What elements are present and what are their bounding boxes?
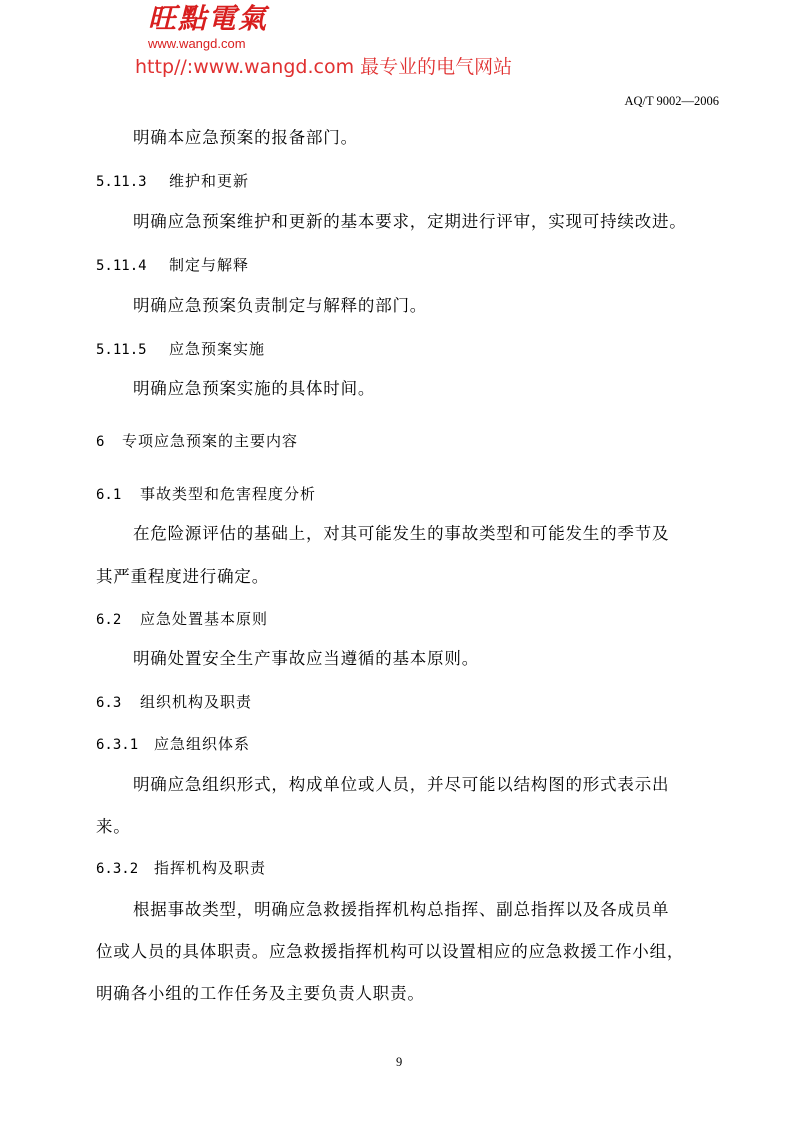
heading-5-11-4 [96,254,249,277]
heading-title: 指挥机构及职责 [154,859,267,877]
heading-5-11-3 [96,170,249,193]
heading-number: 6.2 [96,612,122,628]
paragraph-6-3-1-line-1: 明确应急组织形式，构成单位或人员，并尽可能以结构图的形式表示出 [133,775,670,794]
page-number: 9 [396,1055,403,1069]
heading-title: 维护和更新 [169,172,250,190]
heading-6-3-1 [96,733,250,756]
paragraph-5-11-2: 明确本应急预案的报备部门。 [133,128,358,147]
paragraph-6-1-line-2: 其严重程度进行确定。 [96,567,269,586]
heading-title: 应急预案实施 [169,340,266,358]
heading-6 [96,430,298,453]
heading-5-11-5 [96,338,265,361]
heading-number: 6 [96,434,105,450]
paragraph-6-3-2-line-2: 位或人员的具体职责。应急救援指挥机构可以设置相应的应急救援工作小组， [96,942,685,961]
paragraph-6-3-1-line-2: 来。 [96,817,131,836]
site-logo-url: www.wangd.com [148,36,246,51]
heading-6-3 [96,691,252,714]
heading-title: 专项应急预案的主要内容 [122,432,299,450]
heading-title: 应急处置基本原则 [140,610,269,628]
paragraph-5-11-4: 明确应急预案负责制定与解释的部门。 [133,296,428,315]
heading-title: 应急组织体系 [154,735,251,753]
site-logo-text: 旺點電氣 [148,2,269,35]
heading-number: 6.3.2 [96,861,139,877]
paragraph-6-1-line-1: 在危险源评估的基础上，对其可能发生的事故类型和可能发生的季节及 [133,524,670,543]
heading-number: 6.1 [96,487,122,503]
site-tagline: http//:www.wangd.com 最专业的电气网站 [135,56,513,78]
paragraph-6-3-2-line-1: 根据事故类型，明确应急救援指挥机构总指挥、副总指挥以及各成员单 [133,900,670,919]
heading-number: 6.3.1 [96,737,139,753]
site-logo [148,2,278,56]
heading-6-1 [96,483,316,506]
heading-number: 5.11.5 [96,342,147,358]
heading-6-3-2 [96,857,266,880]
paragraph-5-11-5: 明确应急预案实施的具体时间。 [133,379,376,398]
paragraph-5-11-3: 明确应急预案维护和更新的基本要求，定期进行评审，实现可持续改进。 [133,212,687,231]
paragraph-6-2: 明确处置安全生产事故应当遵循的基本原则。 [133,649,479,668]
heading-number: 6.3 [96,695,122,711]
heading-title: 事故类型和危害程度分析 [140,485,317,503]
heading-6-2 [96,608,268,631]
paragraph-6-3-2-line-3: 明确各小组的工作任务及主要负责人职责。 [96,984,425,1003]
heading-title: 组织机构及职责 [140,693,253,711]
heading-number: 5.11.3 [96,174,147,190]
heading-title: 制定与解释 [169,256,250,274]
standard-code: AQ/T 9002—2006 [624,94,719,108]
heading-number: 5.11.4 [96,258,147,274]
